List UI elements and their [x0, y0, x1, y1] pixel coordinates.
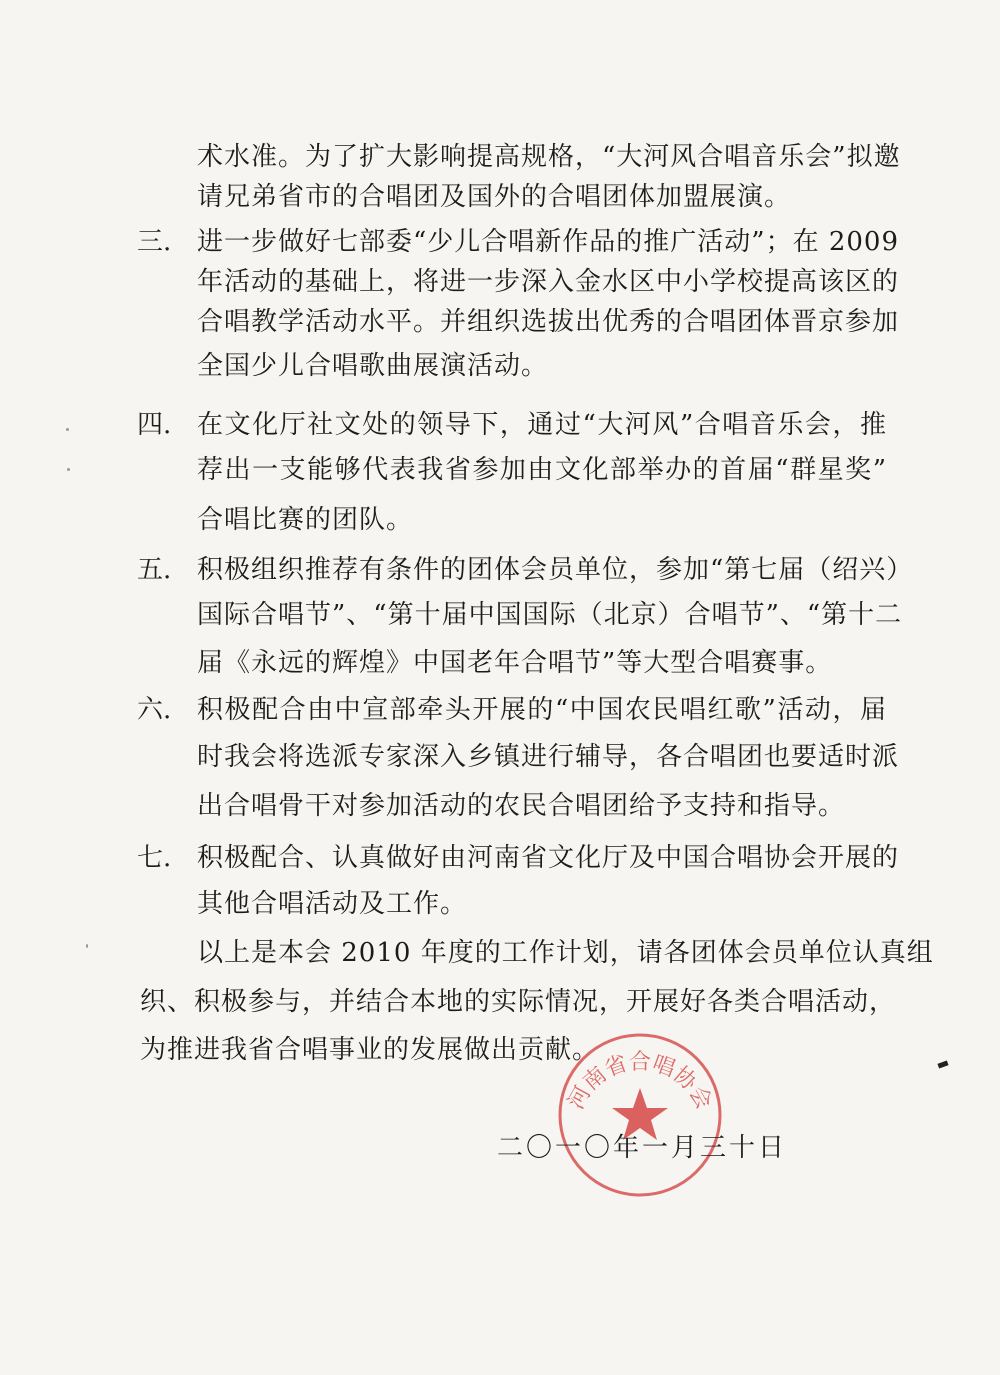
- body-line: 为推进我省合唱事业的发展做出贡献。: [140, 1035, 600, 1065]
- body-line: 以上是本会 2010 年度的工作计划，请各团体会员单位认真组: [197, 938, 934, 968]
- item-number: 五.: [137, 555, 172, 585]
- scan-speck: [66, 428, 69, 431]
- body-line: 国际合唱节”、“第十届中国国际（北京）合唱节”、“第十二: [197, 600, 903, 630]
- body-line: 请兄弟省市的合唱团及国外的合唱团体加盟展演。: [197, 182, 792, 212]
- body-line: 合唱比赛的团队。: [197, 505, 414, 535]
- document-date: 二〇一〇年一月三十日: [497, 1133, 788, 1163]
- body-line: 合唱教学活动水平。并组织选拔出优秀的合唱团体晋京参加: [197, 307, 900, 337]
- body-line: 积极配合由中宣部牵头开展的“中国农民唱红歌”活动，届: [197, 695, 887, 725]
- body-line: 积极配合、认真做好由河南省文化厅及中国合唱协会开展的: [197, 843, 900, 873]
- body-line: 术水准。为了扩大影响提高规格，“大河风合唱音乐会”拟邀: [197, 142, 901, 172]
- item-number: 四.: [137, 410, 172, 440]
- body-line: 全国少儿合唱歌曲展演活动。: [197, 351, 549, 381]
- body-line: 出合唱骨干对参加活动的农民合唱团给予支持和指导。: [197, 791, 846, 821]
- scan-mark: [937, 1060, 948, 1068]
- body-line: 进一步做好七部委“少儿合唱新作品的推广活动”；在 2009: [197, 227, 900, 257]
- item-number: 三.: [137, 227, 172, 257]
- body-line: 荐出一支能够代表我省参加由文化部举办的首届“群星奖”: [197, 455, 887, 485]
- body-line: 织、积极参与，并结合本地的实际情况，开展好各类合唱活动，: [140, 987, 897, 1017]
- body-line: 其他合唱活动及工作。: [197, 889, 468, 919]
- seal-text: 河南省合唱协会: [563, 1049, 717, 1114]
- scan-speck: [67, 468, 70, 471]
- body-line: 时我会将选派专家深入乡镇进行辅导，各合唱团也要适时派: [197, 742, 900, 772]
- official-seal: [555, 1030, 725, 1200]
- body-line: 届《永远的辉煌》中国老年合唱节”等大型合唱赛事。: [197, 648, 833, 678]
- item-number: 六.: [137, 695, 172, 725]
- body-line: 积极组织推荐有条件的团体会员单位，参加“第七届（绍兴）: [197, 555, 914, 585]
- item-number: 七.: [137, 843, 172, 873]
- scan-speck: [86, 944, 88, 948]
- body-line: 在文化厅社文处的领导下，通过“大河风”合唱音乐会，推: [197, 410, 887, 440]
- body-line: 年活动的基础上，将进一步深入金水区中小学校提高该区的: [197, 267, 900, 297]
